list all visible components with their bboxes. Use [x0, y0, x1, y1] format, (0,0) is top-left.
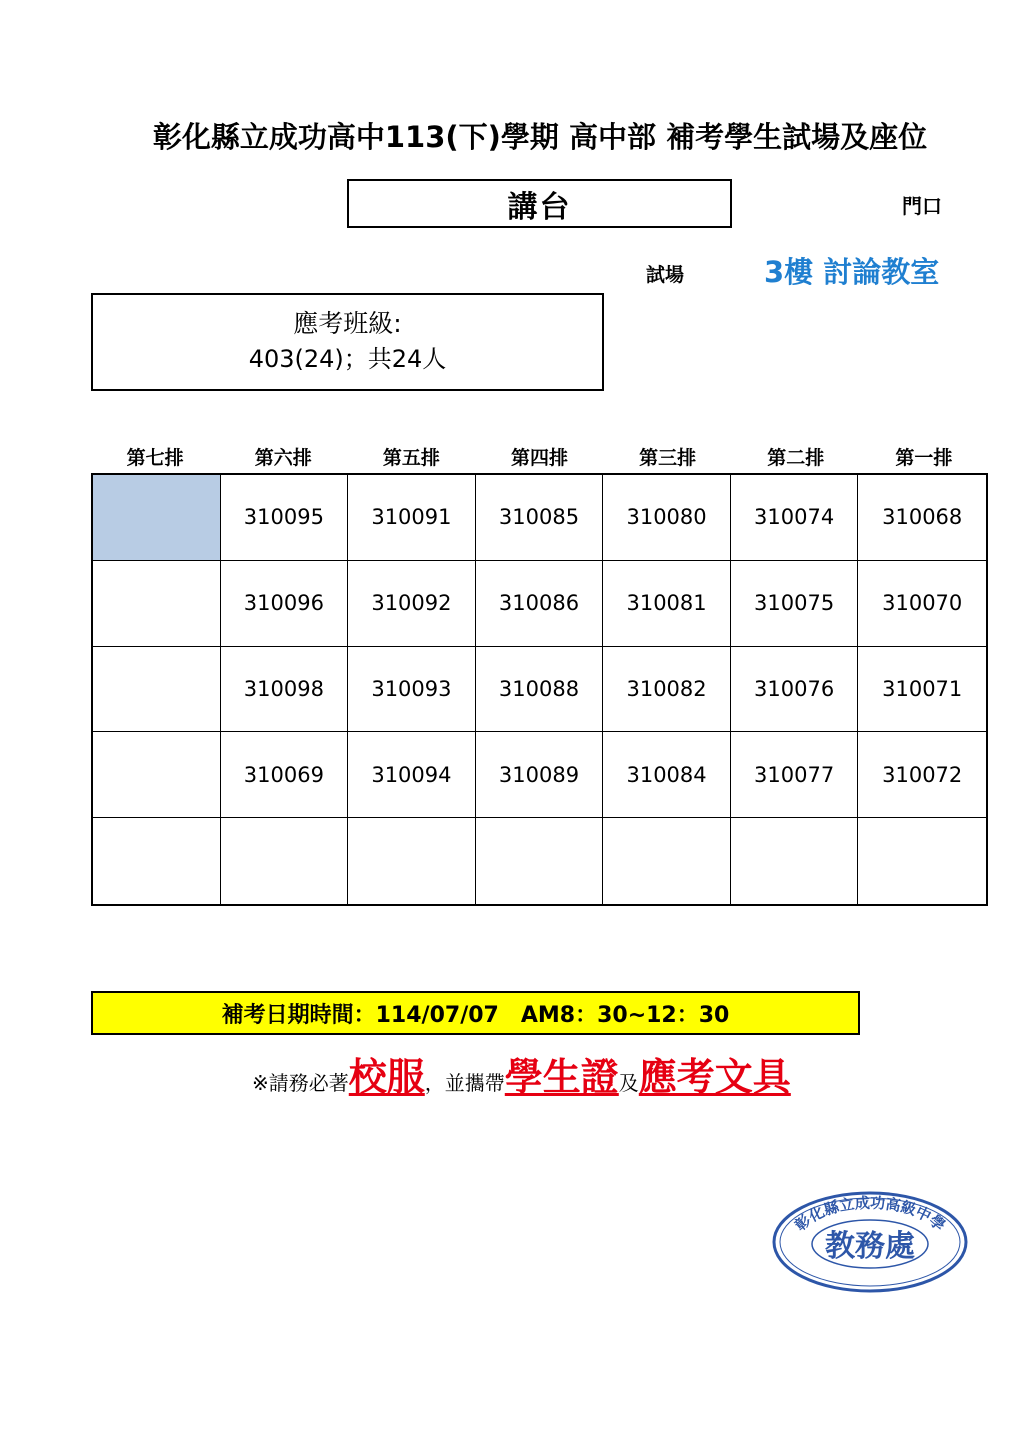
- seat-cell: 310082: [603, 647, 731, 733]
- seat-cell: 310074: [731, 475, 859, 561]
- notice-stationery: 應考文具: [638, 1055, 791, 1099]
- seat-cell: 310096: [221, 561, 349, 647]
- seat-cell: 310085: [476, 475, 604, 561]
- seat-cell: 310068: [858, 475, 986, 561]
- seat-cell: 310072: [858, 732, 986, 818]
- notice-uniform: 校服: [348, 1055, 425, 1099]
- seat-cell: 310080: [603, 475, 731, 561]
- seal-center-text: 教務處: [825, 1229, 915, 1264]
- seat-cell: [348, 818, 476, 904]
- seat-cell: [731, 818, 859, 904]
- exam-room-name: 3樓 討論教室: [764, 255, 940, 289]
- seat-cell: [93, 647, 221, 733]
- seat-cell: 310084: [603, 732, 731, 818]
- column-header: 第七排: [126, 447, 184, 469]
- column-header: 第六排: [254, 447, 312, 469]
- notice-prefix: ※請務必著: [252, 1071, 349, 1095]
- school-seal: [770, 1190, 970, 1294]
- exam-time-banner: 補考日期時間：114/07/07 AM8：30~12：30: [91, 991, 860, 1035]
- seat-cell: 310088: [476, 647, 604, 733]
- door-label: 門口: [902, 194, 942, 218]
- column-header: 第五排: [382, 447, 440, 469]
- document-title: 彰化縣立成功高中113(下)學期 高中部 補考學生試場及座位: [152, 120, 928, 154]
- seat-cell: 310075: [731, 561, 859, 647]
- seat-cell: [93, 475, 221, 561]
- seat-cell: 310094: [348, 732, 476, 818]
- seat-cell: [93, 561, 221, 647]
- seat-cell: 310093: [348, 647, 476, 733]
- seating-table: [91, 473, 988, 906]
- seal-top-text: 彰化縣立成功高級中學: [791, 1193, 949, 1235]
- seat-cell: [476, 818, 604, 904]
- seat-cell: 310098: [221, 647, 349, 733]
- podium-box: 講台: [347, 179, 732, 228]
- column-header: 第三排: [639, 447, 697, 469]
- seat-cell: [93, 818, 221, 904]
- seal-graphic: [770, 1190, 970, 1294]
- seat-cell: 310069: [221, 732, 349, 818]
- notice-mid: ，並攜帶: [424, 1071, 505, 1095]
- column-header: 第一排: [895, 447, 953, 469]
- seat-cell: 310071: [858, 647, 986, 733]
- seat-cell: 310086: [476, 561, 604, 647]
- notice-student-id: 學生證: [504, 1055, 619, 1099]
- notice-line: [252, 1046, 791, 1098]
- column-header: 第四排: [510, 447, 568, 469]
- seat-cell: 310092: [348, 561, 476, 647]
- seat-cell: 310095: [221, 475, 349, 561]
- class-info-box: [91, 293, 604, 391]
- class-value: 403(24)；共24人: [248, 345, 447, 373]
- column-headers: [91, 444, 988, 472]
- notice-and: 及: [618, 1071, 639, 1095]
- seat-cell: [858, 818, 986, 904]
- class-label: 應考班級:: [293, 309, 402, 338]
- seat-cell: [93, 732, 221, 818]
- seat-cell: [603, 818, 731, 904]
- seat-cell: 310091: [348, 475, 476, 561]
- seat-cell: 310076: [731, 647, 859, 733]
- seat-cell: 310070: [858, 561, 986, 647]
- seat-cell: 310089: [476, 732, 604, 818]
- seat-cell: [221, 818, 349, 904]
- seat-cell: 310077: [731, 732, 859, 818]
- column-header: 第二排: [767, 447, 825, 469]
- seat-cell: 310081: [603, 561, 731, 647]
- exam-room-label: 試場: [646, 264, 685, 286]
